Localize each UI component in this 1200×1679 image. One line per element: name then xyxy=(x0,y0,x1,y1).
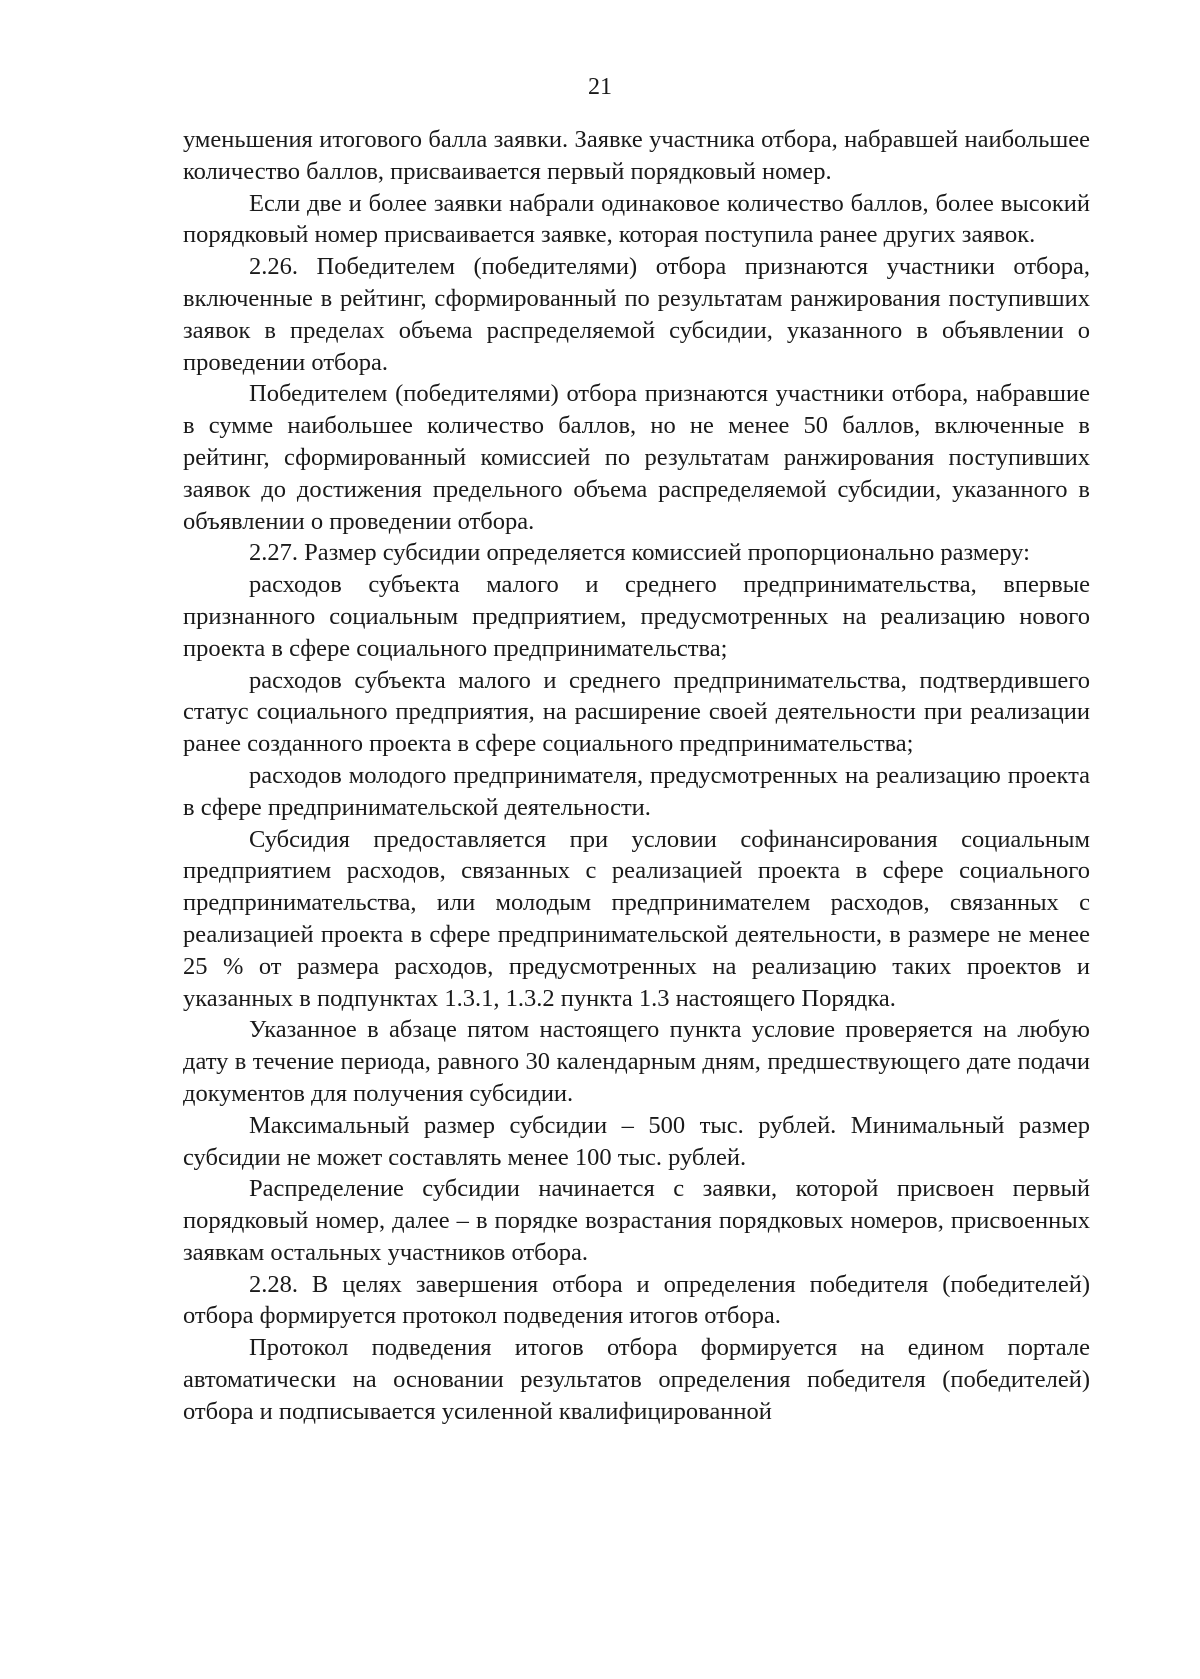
paragraph-cofinancing: Субсидия предоставляется при условии софинансирования социальным предприятием расходов, связанных с реализацией проекта в сфере социального предпринимательства, или молодым предпринимателем расходов, связанных с реализацией проекта в сфере предпринимательской деятельности, в размере не менее 25 % от размера расходов, предусмотренных на реализацию таких проектов и указанных в подпунктах 1.3.1, 1.3.2 пункта 1.3 настоящего Порядка. xyxy=(183,825,1090,1012)
paragraph-2-26: 2.26. Победителем (победителями) отбора признаются участники отбора, включенные в рейтинг, сформированный по результатам ранжирования поступивших заявок в пределах объема распределяемой субсидии, указанного в объявлении о проведении отбора. xyxy=(183,253,1090,376)
paragraph-protocol: Протокол подведения итогов отбора формируется на едином портале автоматически на основании результатов определения победителя (победителей) отбора и подписывается усиленной квалифицированной xyxy=(183,1334,1090,1425)
paragraph-distribution-order: Распределение субсидии начинается с заявки, которой присвоен первый порядковый номер, далее – в порядке возрастания порядковых номеров, присвоенных заявкам остальных участников отбора. xyxy=(183,1175,1090,1266)
paragraph-2-28: 2.28. В целях завершения отбора и определения победителя (победителей) отбора формируется протокол подведения итогов отбора. xyxy=(183,1270,1090,1330)
page-number: 21 xyxy=(588,74,612,100)
paragraph-continuation: уменьшения итогового балла заявки. Заявке участника отбора, набравшей наибольшее количество баллов, присваивается первый порядковый номер. xyxy=(183,126,1090,185)
paragraph-expenses-new-social: расходов субъекта малого и среднего предпринимательства, впервые признанного социальным предприятием, предусмотренных на реализацию нового проекта в сфере социального предпринимательства; xyxy=(183,571,1090,662)
paragraph-condition-check: Указанное в абзаце пятом настоящего пункта условие проверяется на любую дату в течение периода, равного 30 календарным дням, предшествующего дате подачи документов для получения субсидии. xyxy=(183,1016,1090,1107)
paragraph-winners-criteria: Победителем (победителями) отбора признаются участники отбора, набравшие в сумме наибольшее количество баллов, но не менее 50 баллов, включенные в рейтинг, сформированный комиссией по результатам ранжирования поступивших заявок до достижения предельного объема распределяемой субсидии, указанного в объявлении о проведении отбора. xyxy=(183,380,1090,535)
paragraph-2-27: 2.27. Размер субсидии определяется комиссией пропорционально размеру: xyxy=(249,539,1030,567)
paragraph-expenses-confirmed-social: расходов субъекта малого и среднего предпринимательства, подтвердившего статус социального предприятия, на расширение своей деятельности при реализации ранее созданного проекта в сфере социального предпринимательства; xyxy=(183,666,1090,758)
paragraph-expenses-young: расходов молодого предпринимателя, предусмотренных на реализацию проекта в сфере предпринимательской деятельности. xyxy=(183,761,1090,821)
document-body xyxy=(183,124,1090,1428)
paragraph-equal-scores: Если две и более заявки набрали одинаковое количество баллов, более высокий порядковый номер присваивается заявке, которая поступила ранее других заявок. xyxy=(183,189,1090,249)
paragraph-max-min-subsidy: Максимальный размер субсидии – 500 тыс. рублей. Минимальный размер субсидии не может составлять менее 100 тыс. рублей. xyxy=(183,1111,1090,1171)
